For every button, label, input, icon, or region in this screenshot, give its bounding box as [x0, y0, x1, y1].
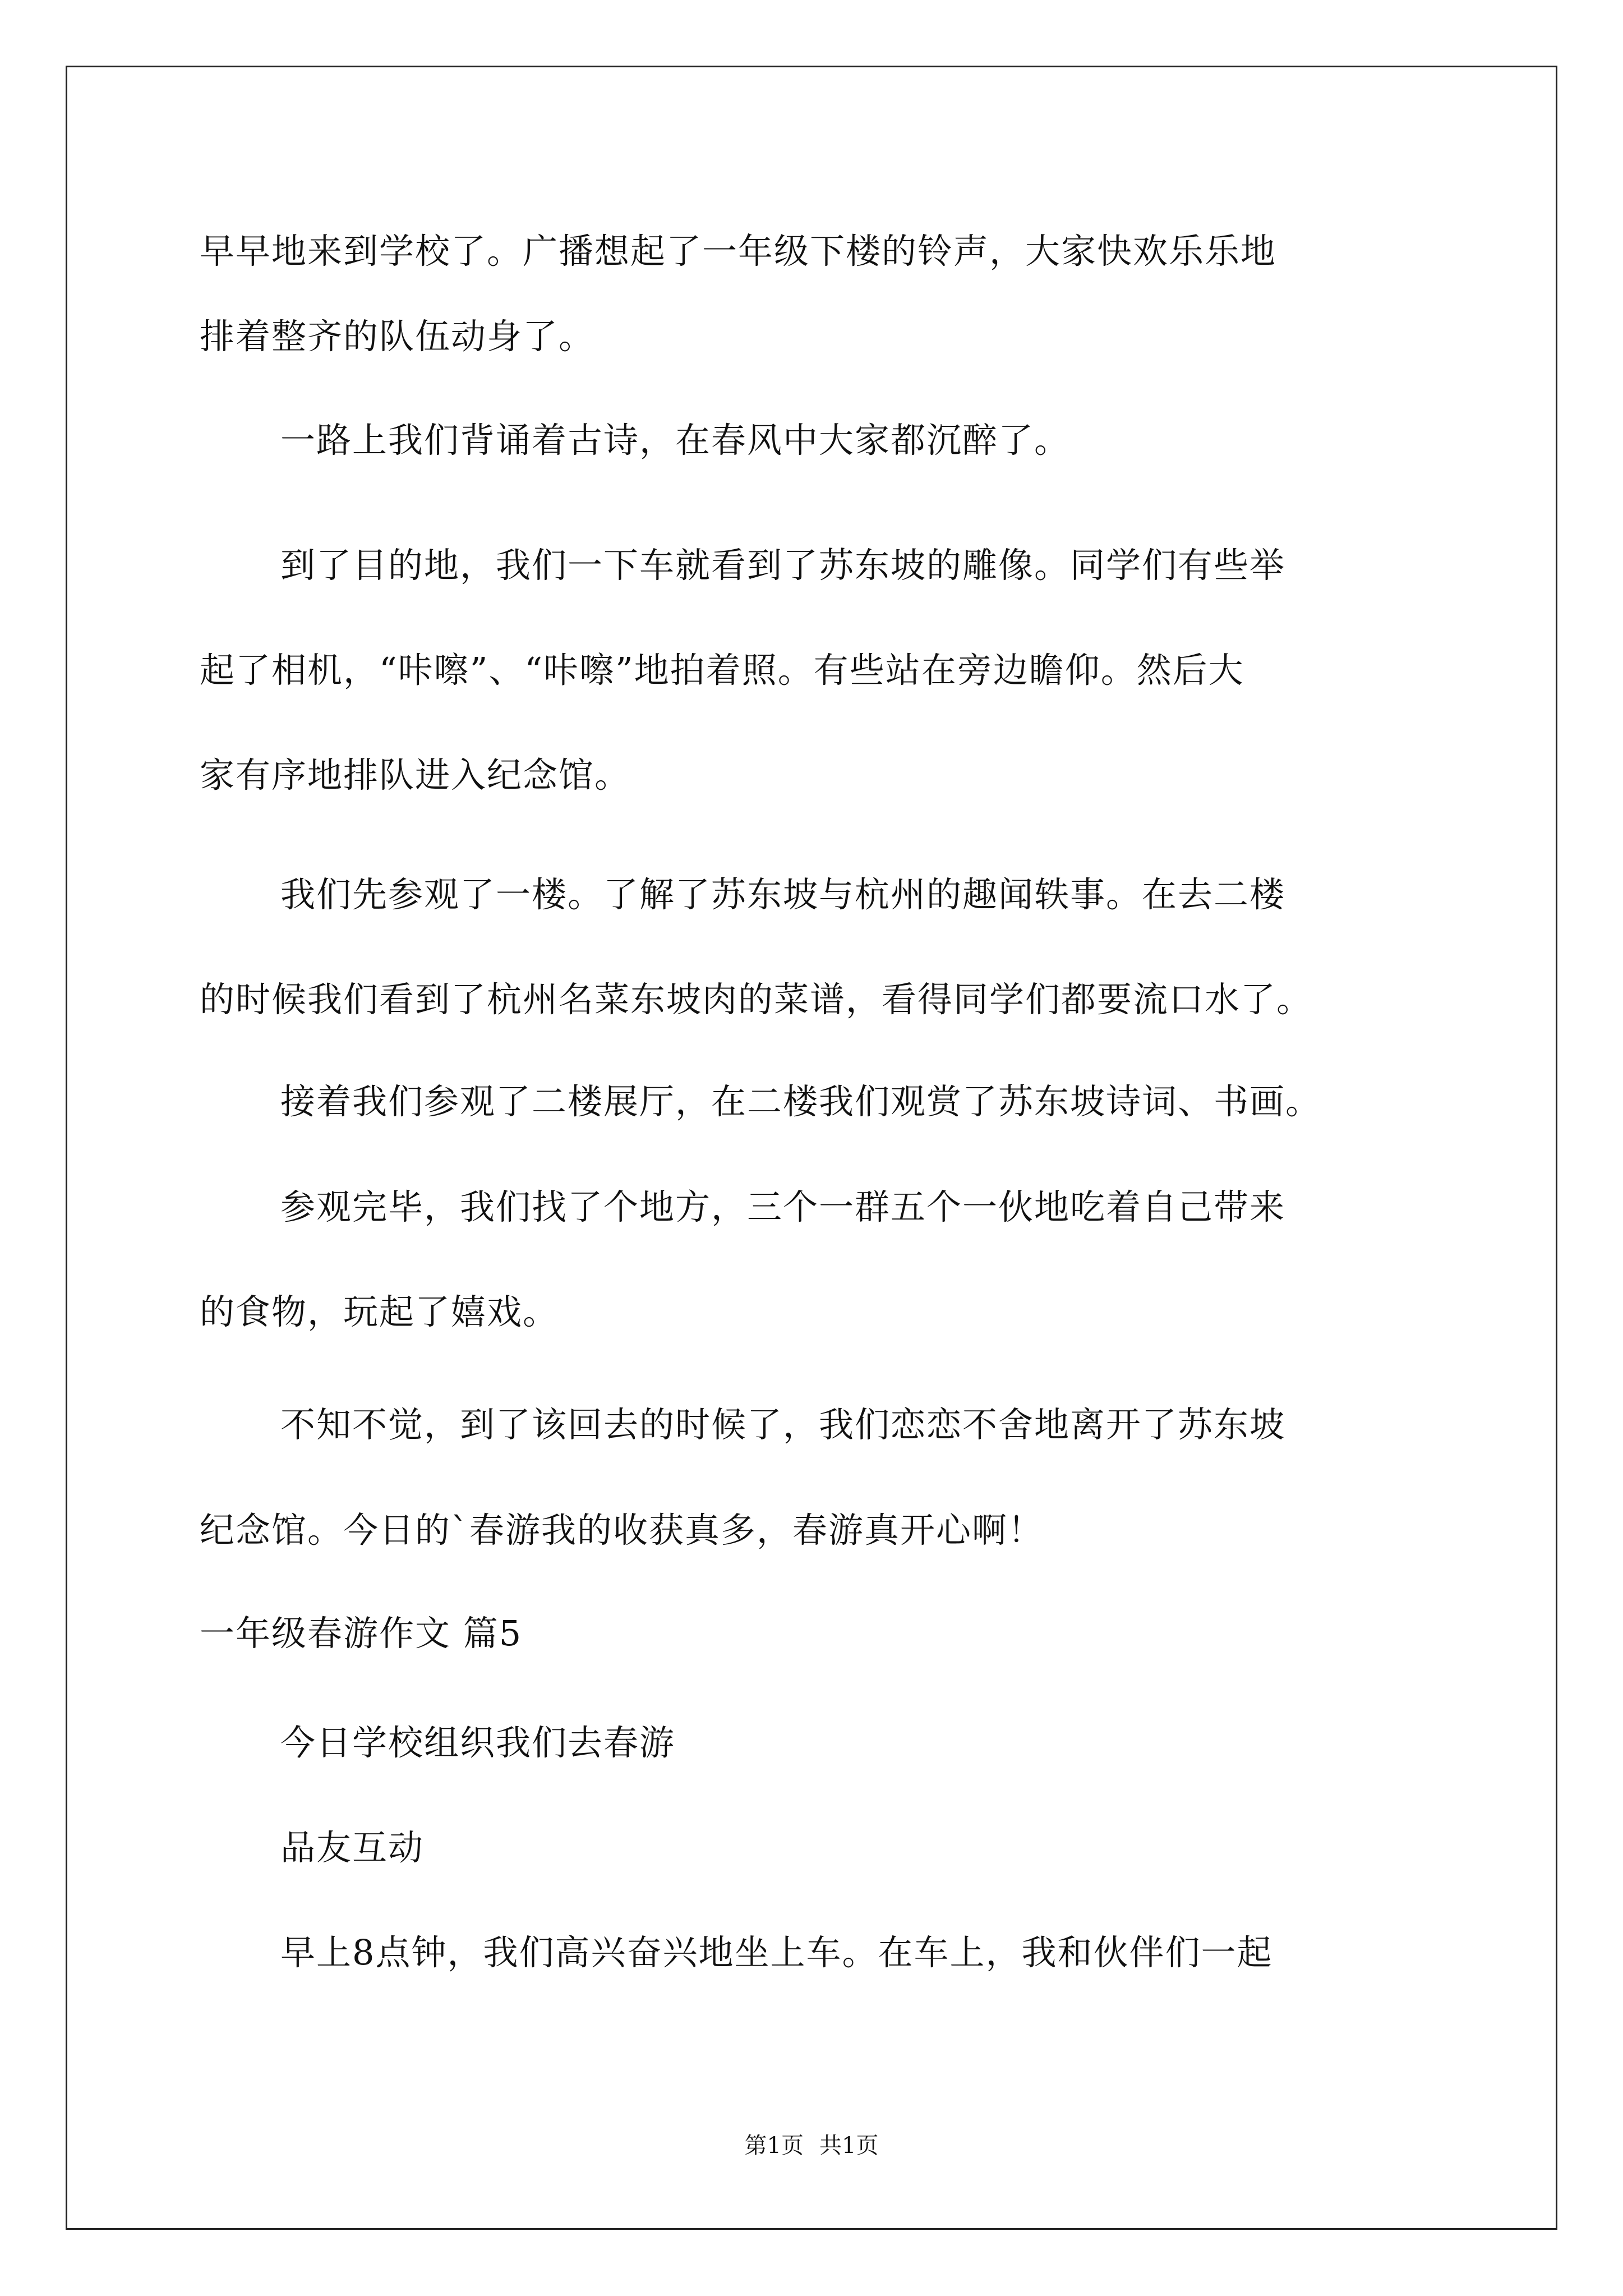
paragraph-first-line: 一路上我们背诵着古诗，在春风中大家都沉醉了。: [280, 420, 1071, 461]
body-text-line: 家有序地排队进入纪念馆。: [200, 754, 631, 795]
page-border: [66, 66, 1557, 2230]
paragraph-first-line: 今日学校组织我们去春游: [280, 1722, 676, 1763]
body-text-line: 的食物，玩起了嬉戏。: [200, 1291, 559, 1332]
body-text-line: 的时候我们看到了杭州名菜东坡肉的菜谱，看得同学们都要流口水了。: [200, 979, 1313, 1020]
paragraph-first-line: 品友互动: [280, 1827, 425, 1868]
section-heading: 一年级春游作文 篇5: [200, 1613, 523, 1654]
total-pages: 共1页: [819, 2133, 879, 2159]
body-text-line: 起了相机，“咔嚓”、“咔嚓”地拍着照。有些站在旁边瞻仰。然后大: [200, 650, 1244, 691]
page-number: 第1页: [744, 2133, 804, 2159]
paragraph-first-line: 我们先参观了一楼。了解了苏东坡与杭州的趣闻轶事。在去二楼: [280, 874, 1286, 915]
body-text-line: 排着整齐的队伍动身了。: [200, 316, 595, 357]
paragraph-first-line: 到了目的地，我们一下车就看到了苏东坡的雕像。同学们有些举: [280, 545, 1286, 586]
body-text-line: 纪念馆。今日的`春游我的收获真多，春游真开心啊！: [200, 1510, 1044, 1550]
paragraph-first-line: 不知不觉，到了该回去的时候了，我们恋恋不舍地离开了苏东坡: [280, 1404, 1286, 1445]
page-footer: [0, 2132, 1623, 2160]
body-text-line: 早早地来到学校了。广播想起了一年级下楼的铃声，大家快欢乐乐地: [200, 231, 1277, 272]
paragraph-first-line: 参观完毕，我们找了个地方，三个一群五个一伙地吃着自己带来: [280, 1186, 1286, 1227]
paragraph-first-line: 接着我们参观了二楼展厅，在二楼我们观赏了苏东坡诗词、书画。: [280, 1081, 1322, 1122]
paragraph-first-line: 早上8点钟，我们高兴奋兴地坐上车。在车上，我和伙伴们一起: [280, 1932, 1273, 1973]
